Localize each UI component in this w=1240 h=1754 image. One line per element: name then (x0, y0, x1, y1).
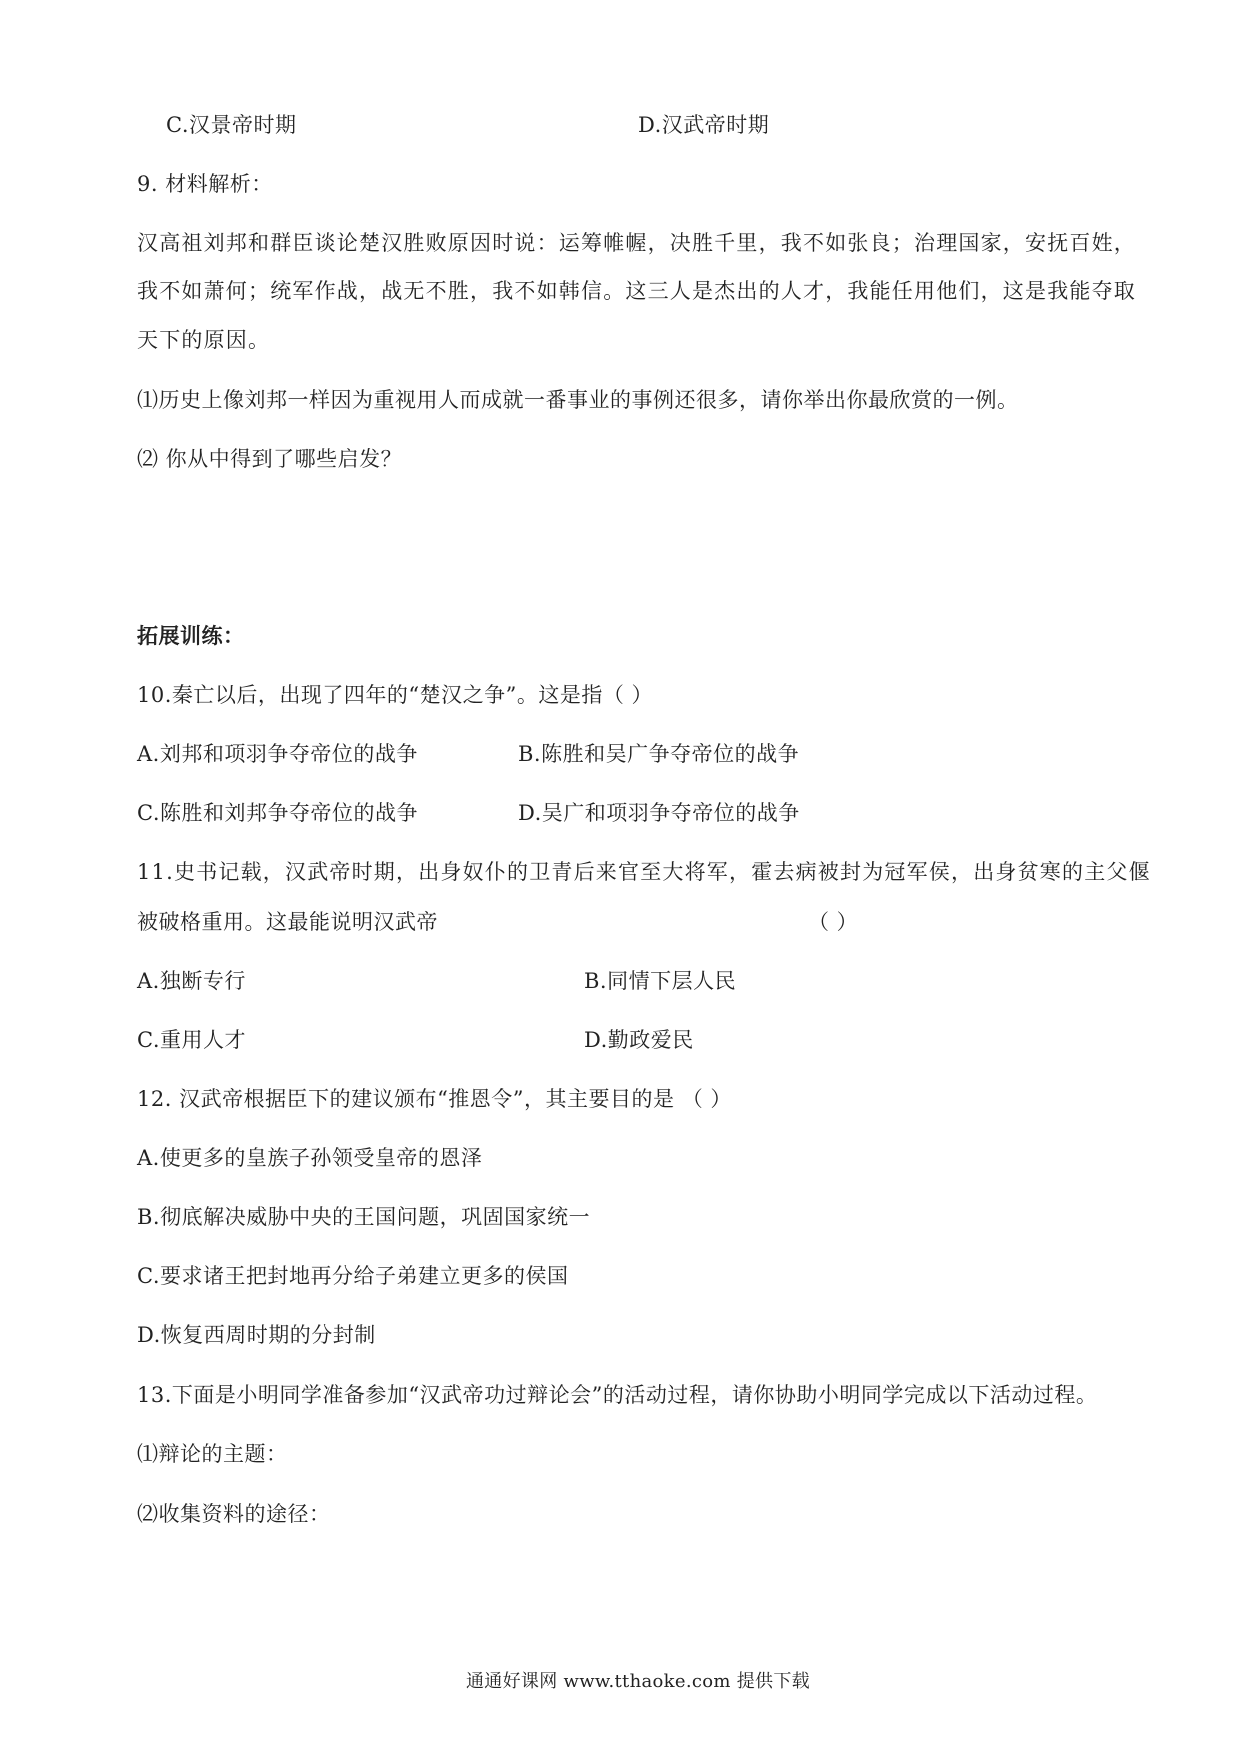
q10-option-d: D.吴广和项羽争夺帝位的战争 (518, 801, 800, 825)
q10-option-c: C.陈胜和刘邦争夺帝位的战争 (137, 801, 418, 825)
q9-subquestion-1: ⑴历史上像刘邦一样因为重视用人而成就一番事业的事例还很多，请你举出你最欣赏的一例。 (137, 388, 1019, 412)
q11-answer-paren: （ ） (808, 910, 859, 934)
q11-stem-line-1: 11.史书记载，汉武帝时期，出身奴仆的卫青后来官至大将军，霍去病被封为冠军侯，出身贫寒的主父偃 (137, 860, 1151, 884)
page-footer: 通通好课网 www.tthaoke.com 提供下载 (466, 1671, 810, 1692)
q12-option-b: B.彻底解决威胁中央的王国问题，巩固国家统一 (137, 1205, 591, 1229)
q11-option-d: D.勤政爱民 (584, 1028, 694, 1052)
q9-material-line-3: 天下的原因。 (137, 328, 271, 352)
q11-option-c: C.重用人才 (137, 1028, 246, 1052)
q10-option-a: A.刘邦和项羽争夺帝位的战争 (137, 742, 418, 766)
q9-material-line-2: 我不如萧何；统军作战，战无不胜，我不如韩信。这三人是杰出的人才，我能任用他们，这是我能夺取 (137, 279, 1136, 303)
q13-stem: 13.下面是小明同学准备参加“汉武帝功过辩论会”的活动过程，请你协助小明同学完成以下活动过程。 (137, 1383, 1098, 1407)
q12-option-d: D.恢复西周时期的分封制 (137, 1323, 376, 1347)
q8-option-d: D.汉武帝时期 (638, 113, 770, 137)
q8-option-c: C.汉景帝时期 (166, 113, 297, 137)
q11-option-a: A.独断专行 (137, 969, 246, 993)
q10-stem: 10.秦亡以后，出现了四年的“楚汉之争”。这是指（ ） (137, 683, 654, 707)
q13-subquestion-2: ⑵收集资料的途径： (137, 1502, 331, 1526)
q11-option-b: B.同情下层人民 (584, 969, 737, 993)
section-title: 拓展训练： (137, 623, 245, 648)
q12-option-a: A.使更多的皇族子孙领受皇帝的恩泽 (137, 1146, 483, 1170)
q12-stem: 12. 汉武帝根据臣下的建议颁布“推恩令”，其主要目的是 （ ） (137, 1087, 732, 1111)
q9-subquestion-2: ⑵ 你从中得到了哪些启发？ (137, 447, 403, 471)
q13-subquestion-1: ⑴辩论的主题： (137, 1442, 288, 1466)
q9-heading: 9. 材料解析： (137, 172, 273, 196)
q10-option-b: B.陈胜和吴广争夺帝位的战争 (518, 742, 800, 766)
q9-material-line-1: 汉高祖刘邦和群臣谈论楚汉胜败原因时说：运筹帷幄，决胜千里，我不如张良；治理国家，安抚百姓， (137, 231, 1136, 255)
q12-option-c: C.要求诸王把封地再分给子弟建立更多的侯国 (137, 1264, 569, 1288)
q11-stem-line-2: 被破格重用。这最能说明汉武帝 (137, 910, 438, 934)
